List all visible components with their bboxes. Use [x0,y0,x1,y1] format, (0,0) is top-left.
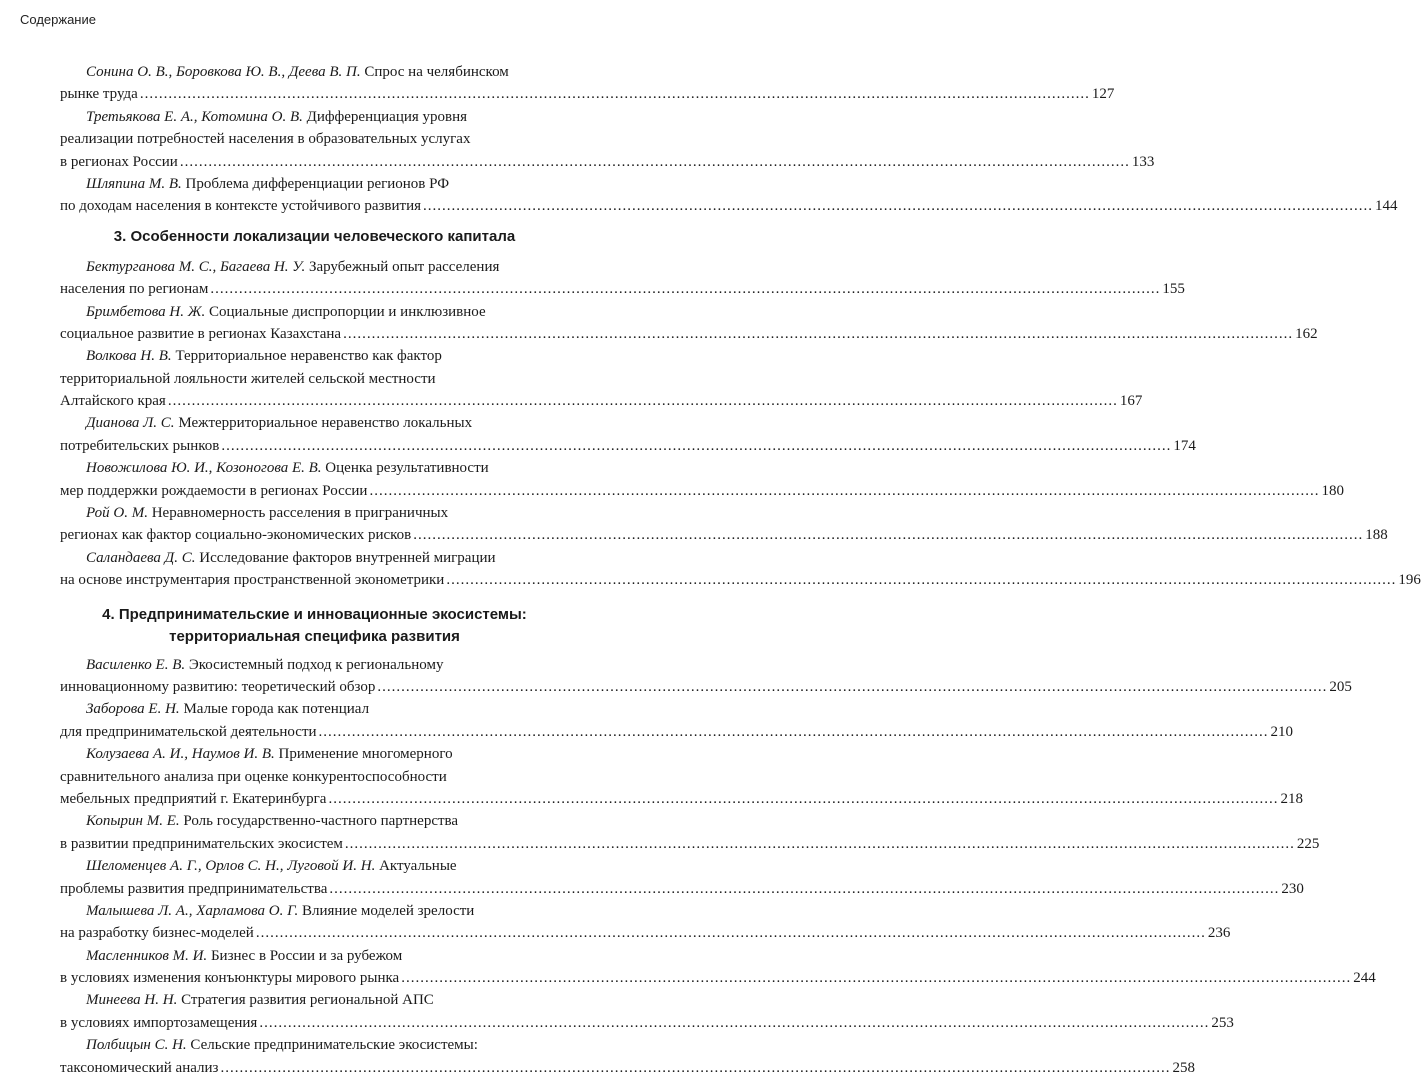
toc-leader-dots: ........................................................................................................................................................................................................ [167,393,1118,410]
toc-entry-title: таксономический анализ [60,1059,219,1076]
entries-group-3 [60,256,1421,592]
toc-entry-line [60,547,569,569]
toc-leader-dots: ........................................................................................................................................................................................................ [446,572,1397,589]
toc-entry[interactable] [60,345,1143,412]
toc-entry-text [60,721,317,743]
toc-entry-title: территориальной лояльности жителей сельской местности [60,370,436,387]
toc-entry-line [60,173,569,195]
toc-leader-dots: ........................................................................................................................................................................................................ [220,1059,1171,1076]
toc-leader-dots: ........................................................................................................................................................................................................ [344,835,1295,852]
toc-entry-line [60,945,569,967]
toc-entry-line [60,654,569,676]
toc-entry-title: Дифференциация уровня [302,108,468,125]
toc-entry[interactable] [60,698,1294,743]
toc-page-number: 230 [1281,880,1304,897]
toc-entry-title: регионах как фактор социально-экономических рисков [60,527,412,544]
toc-entry-text [60,878,327,900]
toc-entry-title: Социальные диспропорции и инклюзивное [205,303,486,320]
toc-entry-title: в условиях импортозамещения [60,1014,258,1031]
section-heading-3: 3. Особенности локализации человеческого капитала [113,227,516,245]
toc-page-number: 127 [1091,86,1115,103]
toc-entry-line [60,195,1398,217]
toc-page-number: 133 [1131,153,1155,170]
toc-entry-line [60,435,1196,457]
toc-entry-line [60,855,569,877]
toc-entry[interactable] [60,654,1352,699]
toc-entry-line [60,524,1388,546]
toc-entry-line [60,569,1421,591]
toc-entry-title: социальное развитие в регионах Казахстана [60,325,342,342]
toc-entry[interactable] [60,256,1185,301]
toc-entry-line [60,698,569,720]
toc-entry-author: Минеева Н. Н. [86,992,178,1009]
toc-entry[interactable] [60,173,1398,218]
toc-entry[interactable] [60,301,1318,346]
toc-entry-author: Сонина О. В., Боровкова Ю. В., Деева В. П. [86,64,361,80]
toc-entry-line [60,151,1155,173]
toc-entry-title: Роль государственно-частного партнерства [179,813,459,830]
toc-leader-dots: ........................................................................................................................................................................................................ [377,678,1328,695]
toc-entry-title: Бизнес в России и за рубежом [207,947,403,964]
toc-entry-line [60,766,569,788]
toc-entry-line [60,480,1344,502]
toc-entry-author: Василенко Е. В. [86,656,186,673]
toc-page-number: 174 [1173,437,1196,454]
toc-entry-text [60,278,208,300]
toc-entry-title: рынке труда [60,86,138,103]
toc-entry-title: реализации потребностей населения в образовательных услугах [60,131,471,148]
toc-entry-line [60,390,1143,412]
toc-leader-dots: ........................................................................................................................................................................................................ [401,970,1352,987]
toc-page-number: 210 [1270,723,1294,740]
toc-entry-line [60,676,1352,698]
toc-entry[interactable] [60,900,1231,945]
toc-page-number: 205 [1329,678,1352,695]
toc-entry-author: Шеломенцев А. Г., Орлов С. Н., Луговой И. Н. [86,858,376,875]
toc-leader-dots: ........................................................................................................................................................................................................ [369,482,1320,499]
toc-entry-line [60,810,569,832]
toc-entry-title: проблемы развития предпринимательства [60,880,328,897]
toc-entry-line [60,106,569,128]
toc-entry-author: Бримбетова Н. Ж. [86,303,206,320]
toc-entry-text [60,833,343,855]
toc-leader-dots: ........................................................................................................................................................................................................ [413,527,1364,544]
toc-page-number: 155 [1162,281,1185,298]
toc-entry-text [60,480,367,502]
toc-entry-line [60,368,569,390]
toc-leader-dots: ........................................................................................................................................................................................................ [328,790,1279,807]
toc-entry-author: Малышева Л. А., Харламова О. Г. [86,902,299,919]
toc-entry-title: Оценка результативности [321,460,489,477]
toc-entry-author: Рой О. М. [86,505,148,522]
toc-entry-text [60,922,254,944]
toc-entry-title: Проблема дифференциации регионов РФ [181,175,450,192]
toc-page-number: 253 [1211,1014,1234,1031]
toc-entry-line [60,61,569,83]
toc-entry[interactable] [60,547,1421,592]
toc-entry[interactable] [60,61,1115,106]
toc-entry-text [60,788,326,810]
toc-entry-title: на разработку бизнес-моделей [60,925,254,942]
toc-entry-line [60,128,569,150]
toc-entry-title: Малые города как потенциал [179,701,370,718]
toc-entry-title: населения по регионам [60,281,209,298]
toc-entry-line [60,1057,1195,1079]
toc-entry-text [60,524,411,546]
toc-entry-title: в регионах России [60,153,178,170]
toc-entry-line [60,83,1115,105]
toc-entry-title: Экосистемный подход к региональному [185,656,444,673]
toc-entry[interactable] [60,106,1155,173]
toc-entry-line [60,457,569,479]
toc-entry-text [60,435,219,457]
toc-entry-text [60,676,375,698]
toc-entry-title: мебельных предприятий г. Екатеринбурга [60,790,327,807]
toc-entry-author: Третьякова Е. А., Котомина О. В. [86,108,303,125]
toc-entry-line [60,1012,1234,1034]
toc-entry-author: Масленников М. И. [86,947,208,964]
toc-leader-dots: ........................................................................................................................................................................................................ [259,1014,1210,1031]
toc-entry[interactable] [60,502,1388,547]
toc-page-number: 258 [1172,1059,1195,1076]
toc-entry-title: потребительских рынков [60,437,220,454]
toc-entry-line [60,278,1185,300]
section-heading-4 [60,604,569,648]
running-head: Содержание [20,12,96,27]
toc-entry[interactable] [60,412,1196,457]
toc-entry-line [60,721,1294,743]
toc-entry-author: Заборова Е. Н. [86,701,180,718]
toc-page-number: 225 [1296,835,1320,852]
toc-entry-line [60,502,569,524]
toc-page-number: 144 [1375,198,1398,215]
toc-leader-dots: ........................................................................................................................................................................................................ [139,86,1090,103]
entries-group-2 [60,61,1398,218]
toc-entry-title: сравнительного анализа при оценке конкурентоспособности [60,768,447,785]
toc-entry-line [60,900,569,922]
toc-entry-title: инновационному развитию: теоретический обзор [60,678,376,695]
toc-entry-line [60,301,569,323]
toc-entry-line [60,989,569,1011]
toc-page-number: 188 [1365,527,1388,544]
toc-entry-line [60,788,1303,810]
toc-leader-dots: ........................................................................................................................................................................................................ [255,925,1206,942]
toc-entry-title: Зарубежный опыт расселения [305,258,500,275]
toc-leader-dots: ........................................................................................................................................................................................................ [329,880,1280,897]
toc-leader-dots: ........................................................................................................................................................................................................ [179,153,1130,170]
toc-entry-line [60,922,1231,944]
toc-entry-line [60,833,1320,855]
toc-entry-text [60,569,444,591]
toc-leader-dots: ........................................................................................................................................................................................................ [221,437,1172,454]
table-of-contents [60,61,1421,1079]
toc-entry-line [60,1034,569,1056]
toc-entry-line [60,256,569,278]
toc-entry-title: Территориальное неравенство как фактор [171,348,442,365]
toc-entry-title: Спрос на челябинском [360,64,509,80]
toc-entry-title: на основе инструментария пространственной эконометрики [60,572,445,589]
toc-entry-author: Саландаева Д. С. [86,549,196,566]
toc-entry-title: по доходам населения в контексте устойчивого развития [60,198,422,215]
toc-leader-dots: ........................................................................................................................................................................................................ [210,281,1161,298]
toc-entry-title: мер поддержки рождаемости в регионах России [60,482,368,499]
toc-leader-dots: ........................................................................................................................................................................................................ [423,198,1374,215]
toc-entry-title: Алтайского края [60,393,166,410]
toc-entry[interactable] [60,945,1376,990]
toc-entry[interactable] [60,855,1304,900]
toc-entry[interactable] [60,457,1344,502]
toc-entry-title: Применение многомерного [274,746,453,763]
toc-page-number: 218 [1280,790,1303,807]
toc-leader-dots: ........................................................................................................................................................................................................ [318,723,1269,740]
toc-entry-line [60,743,569,765]
toc-entry-title: Неравномерность расселения в приграничных [147,505,449,522]
toc-entry-line [60,967,1376,989]
toc-entry[interactable] [60,810,1320,855]
toc-page-number: 236 [1207,925,1231,942]
toc-entry-line [60,878,1304,900]
toc-entry-author: Дианова Л. С. [86,415,175,432]
toc-entry-text [60,323,341,345]
toc-entry-text [60,390,166,412]
toc-entry-title: Сельские предпринимательские экосистемы: [186,1037,478,1054]
toc-entry-author: Волкова Н. В. [86,348,172,365]
toc-page-number: 180 [1321,482,1344,499]
toc-entry-author: Бектурганова М. С., Багаева Н. У. [86,258,306,275]
toc-page-number: 196 [1398,572,1421,589]
section-heading-4-line-1: 4. Предпринимательские и инновационные экосистемы: [102,605,527,623]
toc-entry-line [60,345,569,367]
toc-entry-title: Исследование факторов внутренней миграции [195,549,496,566]
toc-entry[interactable] [60,989,1234,1034]
toc-entry-title: Влияние моделей зрелости [298,902,475,919]
toc-entry-title: Актуальные [375,858,457,875]
toc-entry[interactable] [60,743,1303,810]
toc-entry-line [60,412,569,434]
toc-entry-author: Новожилова Ю. И., Козоногова Е. В. [86,460,322,477]
toc-entry-title: для предпринимательской деятельности [60,723,317,740]
toc-page-number: 244 [1353,970,1376,987]
entries-group-4 [60,654,1376,1079]
toc-entry-author: Копырин М. Е. [86,813,180,830]
toc-entry-text [60,1057,218,1079]
toc-page-number: 167 [1119,393,1143,410]
toc-entry-text [60,151,178,173]
toc-entry-text [60,83,138,105]
toc-entry-text [60,967,399,989]
toc-entry-author: Колузаева А. И., Наумов И. В. [86,746,275,763]
toc-entry-author: Полбицын С. Н. [86,1037,187,1054]
section-heading-4-line-2: территориальная специфика развития [169,627,460,645]
toc-entry-title: в условиях изменения конъюнктуры мирового рынка [60,970,400,987]
toc-entry-title: Межтерриториальное неравенство локальных [174,415,473,432]
toc-entry-text [60,195,421,217]
toc-entry-line [60,323,1318,345]
toc-leader-dots: ........................................................................................................................................................................................................ [343,325,1294,342]
toc-entry-text [60,1012,257,1034]
toc-page-number: 162 [1295,325,1318,342]
toc-entry[interactable] [60,1034,1195,1079]
toc-entry-author: Шляпина М. В. [86,175,182,192]
toc-entry-title: в развитии предпринимательских экосистем [60,835,343,852]
toc-entry-title: Стратегия развития региональной АПС [177,992,434,1009]
